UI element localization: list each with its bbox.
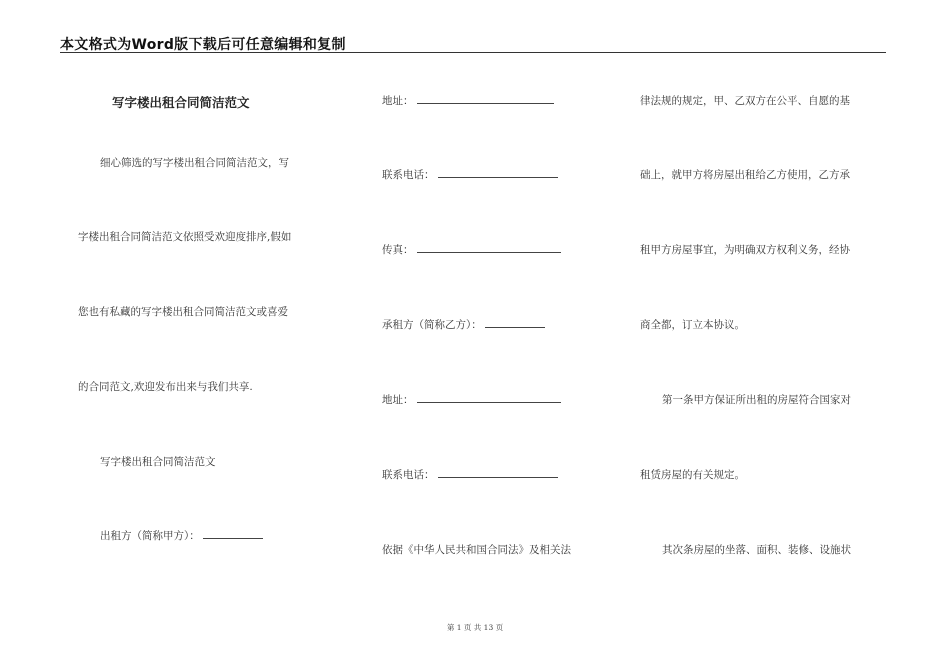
phone-label: 联系电话：	[382, 169, 435, 181]
address-label: 地址：	[382, 394, 414, 406]
lessee-blank	[485, 317, 545, 328]
intro-line-2: 字楼出租合同简洁范文依照受欢迎度排序,假如	[78, 231, 292, 243]
clause-line-2: 础上，就甲方将房屋出租给乙方使用，乙方承	[640, 169, 850, 181]
address-blank	[417, 392, 561, 403]
lessor-address-field	[382, 93, 554, 108]
basis-line: 依据《中华人民共和国合同法》及相关法	[382, 544, 571, 556]
fax-label: 传真：	[382, 244, 414, 256]
page-number: 第 1 页 共 13 页	[446, 623, 504, 632]
address-blank	[417, 93, 554, 104]
lessor-blank	[203, 528, 263, 539]
article-1-line-2: 租赁房屋的有关规定。	[640, 469, 745, 481]
document-title: 写字楼出租合同简洁范文	[112, 95, 250, 110]
intro-line-1: 细心筛选的写字楼出租合同简洁范文，写	[100, 157, 289, 169]
clause-line-3: 租甲方房屋事宜，为明确双方权利义务，经协	[640, 244, 850, 256]
lessee-label: 承租方（简称乙方）：	[382, 319, 482, 331]
clause-line-1: 律法规的规定，甲、乙双方在公平、自愿的基	[640, 95, 850, 107]
lessor-phone-field	[382, 167, 558, 182]
header-divider	[60, 52, 886, 53]
phone-label: 联系电话：	[382, 469, 435, 481]
lessee-phone-field	[382, 467, 558, 482]
lessor-field	[100, 528, 263, 543]
article-1-line-1: 第一条甲方保证所出租的房屋符合国家对	[662, 394, 851, 406]
intro-line-3: 您也有私藏的写字楼出租合同简洁范文或喜爱	[78, 306, 288, 318]
phone-blank	[438, 467, 558, 478]
lessor-fax-field	[382, 242, 561, 257]
address-label: 地址：	[382, 95, 414, 107]
lessee-field	[382, 317, 545, 332]
phone-blank	[438, 167, 558, 178]
article-2-line-1: 其次条房屋的坐落、面积、装修、设施状	[662, 544, 851, 556]
clause-line-4: 商全都，订立本协议。	[640, 319, 745, 331]
lessor-label: 出租方（简称甲方）：	[100, 530, 200, 542]
lessee-address-field	[382, 392, 561, 407]
fax-blank	[417, 242, 561, 253]
document-header-title: 本文格式为Word版下载后可任意编辑和复制	[60, 37, 346, 53]
section-heading: 写字楼出租合同简洁范文	[100, 456, 216, 468]
intro-line-4: 的合同范文,欢迎发布出来与我们共享.	[78, 381, 253, 393]
